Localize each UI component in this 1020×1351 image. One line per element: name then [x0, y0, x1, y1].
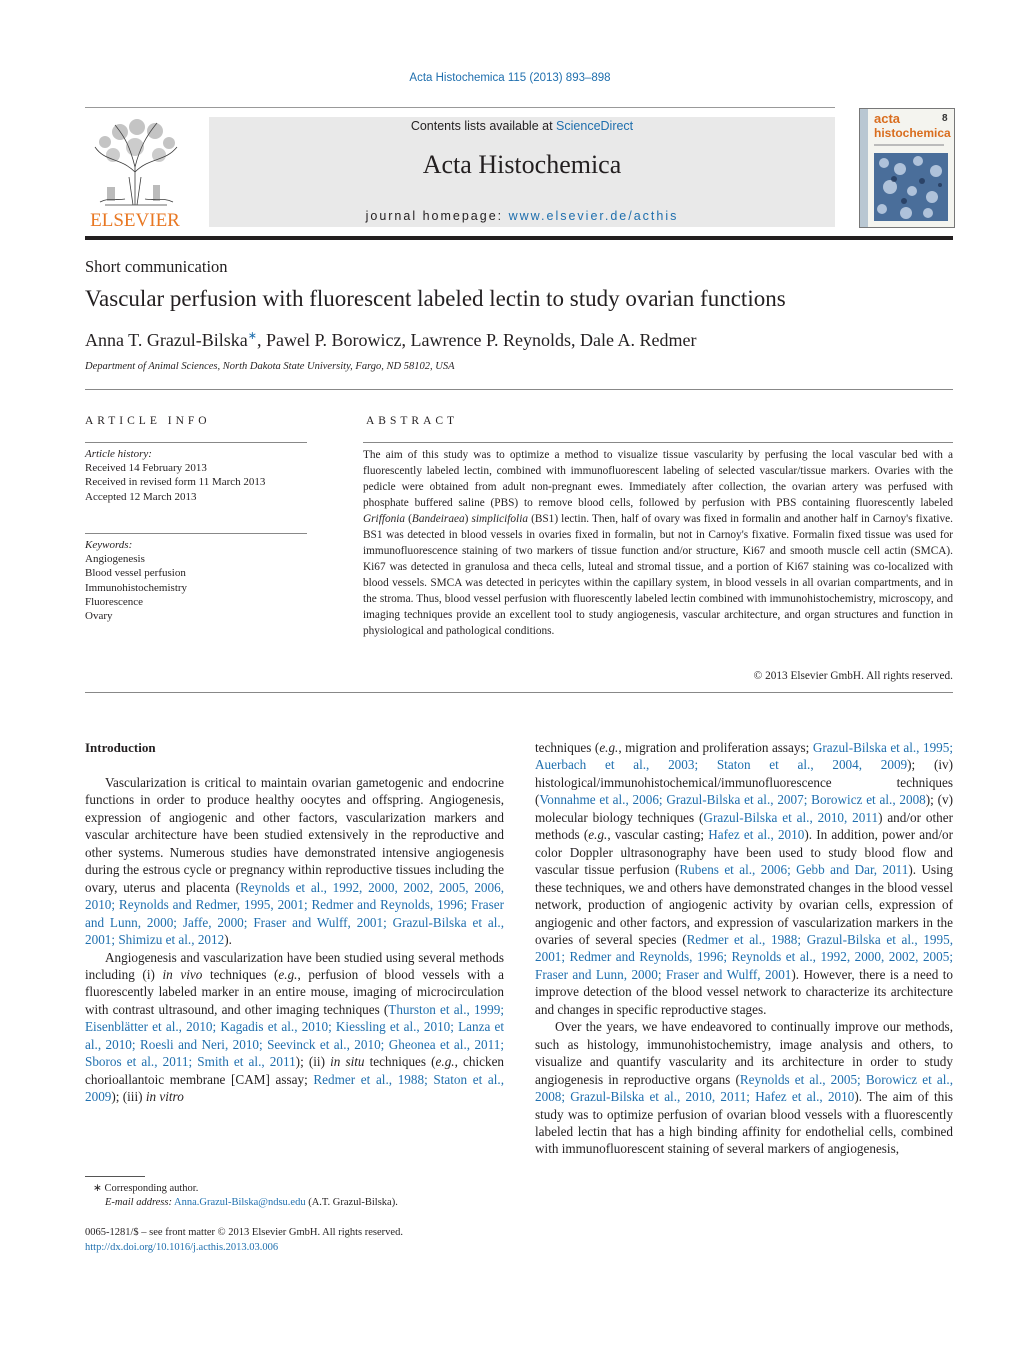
contents-prefix: Contents lists available at	[410, 119, 553, 133]
author-name: Lawrence P. Reynolds	[410, 330, 571, 350]
body-text: ). However, there is a need to improve detection of the blood vessel network to characterize its architecture and changes in specific reproductive stages.	[535, 966, 953, 1017]
homepage-line	[209, 209, 835, 223]
article-history	[85, 447, 307, 504]
abstract-text	[363, 447, 953, 639]
body-text: techniques (	[202, 966, 279, 982]
body-paragraph	[85, 774, 504, 949]
italic-text: e.g.	[588, 827, 608, 843]
body-text: techniques (	[364, 1054, 436, 1070]
keyword-item: Blood vessel perfusion	[85, 567, 186, 580]
keywords-label: Keywords:	[85, 539, 133, 551]
body-text: Vascularization is critical to maintain ovarian gametogenic and endocrine functions in order to produce healthy oocytes and offspring. Angiogenesis, expression of angiogenic and other factors, vascularization markers and vascular architecture have been studied extensively in the reproductive and other systems. Numerous studies have demonstrated intensive angiogenesis during the estrous cycle or pregnancy within reproductive tissues including the ovary, uterus and placenta (	[85, 775, 504, 895]
body-paragraph	[535, 739, 953, 1018]
italic-text: in vivo	[162, 966, 203, 982]
history-revised: Received in revised form 11 March 2013	[85, 476, 266, 489]
cover-title-line1: acta	[874, 111, 901, 126]
corresponding-author-note	[85, 1182, 505, 1196]
section-rule	[85, 692, 953, 693]
body-text: ); (iv) histological/immunohistochemical/immunofluorescence techniques (	[535, 757, 953, 808]
doi-link[interactable]: http://dx.doi.org/10.1016/j.acthis.2013.03.006	[85, 1241, 279, 1253]
affiliation: Department of Animal Sciences, North Dakota State University, Fargo, ND 58102, USA	[85, 361, 455, 372]
body-text: ). Using these techniques, we and others have demonstrated changes in the blood vessel network, production of angiogenic activity by ovarian cells, expression of angiogenic and other factors, and expression of vascularization markers in the ovaries of several species (	[535, 862, 953, 947]
body-text: , migration and proliferation assays;	[618, 740, 813, 755]
author-list	[85, 329, 696, 351]
body-text: ) and/or other methods (	[535, 809, 953, 843]
keyword-item: Immunohistochemistry	[85, 581, 188, 594]
italic-text: e.g.	[278, 966, 298, 982]
body-text: ); (v) molecular biology techniques (	[535, 792, 953, 825]
author-separator: ,	[401, 330, 411, 350]
citation-link[interactable]: Vonnahme et al., 2006; Grazul-Bilska et al., 2007; Borowicz et al., 2008	[539, 792, 926, 808]
author-separator: ,	[257, 330, 267, 350]
citation-link[interactable]: Hafez et al., 2010	[708, 827, 805, 843]
body-column-left	[85, 774, 504, 1106]
italic-text: in situ	[330, 1054, 365, 1070]
journal-banner	[209, 117, 835, 227]
history-accepted: Accepted 12 March 2013	[85, 490, 197, 503]
sciencedirect-link[interactable]: ScienceDirect	[556, 119, 634, 133]
body-paragraph	[85, 949, 504, 1106]
article-title: Vascular perfusion with fluorescent labeled lectin to study ovarian functions	[85, 286, 786, 311]
cover-title-line2: histochemica	[874, 126, 951, 140]
body-text: ). In addition, power and/or color Doppler ultrasonography have been used to study blood flow and vascular tissue perfusion (	[535, 827, 953, 878]
email-label: E-mail address:	[105, 1197, 172, 1208]
body-text: techniques (	[535, 740, 600, 755]
keyword-item: Angiogenesis	[85, 553, 145, 566]
homepage-link[interactable]: www.elsevier.de/acthis	[508, 209, 679, 223]
body-text: ).	[224, 932, 232, 948]
footnote-rule	[85, 1176, 145, 1177]
citation-link[interactable]: Grazul-Bilska et al., 2010, 2011	[703, 809, 879, 825]
citation-link[interactable]: Thurston et al., 1999; Eisenblätter et al., 2010; Kagadis et al., 2010; Kiessling et al., 2010; Lanza et al., 2010; Roesli and Neri, 2010; Seevinck et al., 2010; Gheonea et al., 2011; Sboros et al., 2011; Smith et al., 2011	[85, 1001, 504, 1070]
body-text: , vascular casting;	[607, 827, 709, 843]
italic-text: e.g.	[599, 740, 619, 755]
header-top-rule	[85, 107, 835, 108]
email-owner: (A.T. Grazul-Bilska).	[308, 1197, 398, 1208]
article-type: Short communication	[85, 257, 228, 276]
keyword-item: Fluorescence	[85, 595, 144, 608]
abstract-segment-italic: Griffonia	[363, 513, 406, 525]
email-link[interactable]: Anna.Grazul-Bilska@ndsu.edu	[174, 1197, 306, 1208]
header-thick-rule	[85, 236, 953, 240]
front-matter	[85, 1226, 505, 1255]
body-column-right	[535, 739, 953, 1158]
body-text: ); (ii)	[295, 1054, 331, 1070]
contents-line	[209, 119, 835, 133]
abstract-segment-italic: simplicifolia	[471, 513, 528, 525]
abstract-rule	[363, 442, 953, 443]
body-text: Over the years, we have endeavored to continually improve our methods, such as histology, immunohistochemistry, image analysis and others, to visualize and quantify vascularity and its architecture in order to study angiogenesis in reproductive organs (	[535, 1019, 953, 1087]
section-rule	[85, 389, 953, 390]
cover-volume: 8	[942, 113, 948, 124]
author-name: Anna T. Grazul-Bilska	[85, 330, 248, 350]
citation-link[interactable]: Reynolds et al., 1992, 2000, 2002, 2005, 2006, 2010; Reynolds and Redmer, 1995, 2001; Redmer and Reynolds, 1996; Fraser and Lunn, 2000; Jaffe, 2000; Fraser and Wulff, 2001; Grazul-Bilska et al., 2001; Shimizu et al., 2012	[85, 879, 504, 948]
abstract-heading: ABSTRACT	[366, 415, 459, 427]
footnote-text: Corresponding author.	[104, 1183, 199, 1194]
history-received: Received 14 February 2013	[85, 462, 207, 475]
body-text: ); (iii)	[111, 1089, 146, 1105]
abstract-segment: (	[405, 513, 412, 525]
homepage-prefix: journal homepage:	[365, 209, 504, 223]
body-text: ). The aim of this study was to optimize perfusion of ovarian blood vessels with a fluorescently labeled lectin that has a high binding affinity for endothelial cells, combined with immunofluorescent staining of several markers of angiogenesis,	[535, 1089, 953, 1157]
body-text: , chicken chorioallantoic membrane [CAM] assay;	[85, 1054, 505, 1087]
elsevier-logo[interactable]	[85, 117, 185, 229]
article-info-rule	[85, 442, 307, 443]
elsevier-tree-icon	[85, 117, 185, 229]
body-text: Angiogenesis and vascularization have been studied using several methods including (i)	[85, 949, 504, 982]
body-paragraph	[535, 1018, 953, 1158]
citation-link[interactable]: Rubens et al., 2006; Gebb and Dar, 2011	[679, 862, 909, 878]
email-note	[85, 1196, 505, 1210]
abstract-copyright: © 2013 Elsevier GmbH. All rights reserved.	[753, 670, 953, 682]
citation-link[interactable]: Redmer et al., 1988; Staton et al., 2009	[85, 1071, 504, 1105]
history-label: Article history:	[85, 448, 152, 460]
abstract-segment: )	[464, 513, 472, 525]
issn-line: 0065-1281/$ – see front matter © 2013 Elsevier GmbH. All rights reserved.	[85, 1227, 403, 1238]
abstract-segment: The aim of this study was to optimize a method to visualize tissue vascularity by perfusing the local vascular bed with a fluorescently labeled lectin, combined with immunofluorescent labeling of selected vascular/tissue markers. Ovaries with the pedicle were obtained from adult non-pregnant ewes. Immediately after collection, the ovarian artery was perfused with phosphate buffered saline (PBS) to remove blood cells, followed by perfusion with PBS containing fluorescently labeled	[363, 449, 953, 509]
journal-citation-link[interactable]: Acta Histochemica 115 (2013) 893–898	[409, 72, 611, 84]
abstract-segment-italic: Bandeiraea	[411, 513, 465, 525]
body-text: , perfusion of blood vessels with a fluorescently labeled marker in an entire mouse, imaging of microcirculation with contrast ultrasound, and other imaging techniques (	[85, 966, 504, 1017]
citation-link[interactable]: Redmer et al., 1988; Grazul-Bilska et al., 1995, 2001; Redmer and Reynolds, 1996; Reynolds et al., 1992, 2000, 2002, 2005; Fraser and Lunn, 2000; Fraser and Wulff, 2001	[535, 931, 954, 982]
citation-link[interactable]: Reynolds et al., 2005; Borowicz et al., 2008; Grazul-Bilska et al., 2010, 2011; Hafez et al., 2010	[535, 1071, 953, 1105]
author-name: Pawel P. Borowicz	[266, 330, 402, 350]
journal-name: Acta Histochemica	[422, 150, 622, 179]
elsevier-wordmark: ELSEVIER	[90, 210, 180, 229]
abstract-segment: (BS1) lectin. Then, half of ovary was fixed in formalin and another half in Carnoy's fixative. BS1 was detected in blood vessels in ovaries fixed in formalin, but not in Carnoy's fixative. Formalin fixed tissue was used for immunofluorescence staining of two markers of tissue function and/or structure, Ki67 and smooth muscle cell actin (SMCA). Ki67 was detected in granulosa and theca cells, luteal and stromal tissue, and a portion of Ki67 staining was co-localized with blood vessels. SMCA was detected in pericytes within the capillary system, in blood vessels in all ovarian compartments, and in the stroma. Thus, blood vessel perfusion with fluorescently labeled lectin combined with immunohistochemistry, microscopy, and imaging techniques provide an excellent tool to study angiogenesis, vascular architecture, and organ structures and function in physiological and pathological conditions.	[363, 513, 953, 637]
italic-text: e.g.	[435, 1054, 455, 1070]
italic-text: in vitro	[145, 1089, 184, 1105]
citation-link[interactable]: Grazul-Bilska et al., 1995; Auerbach et al., 2003; Staton et al., 2004, 2009	[535, 740, 954, 773]
article-info-heading: ARTICLE INFO	[85, 415, 211, 427]
corresponding-author-mark[interactable]: ∗	[247, 330, 258, 342]
article-info-rule	[85, 533, 307, 534]
keywords	[85, 538, 307, 623]
keyword-item: Ovary	[85, 610, 113, 623]
footnote-mark: ∗	[93, 1183, 102, 1194]
introduction-heading: Introduction	[85, 740, 156, 755]
journal-cover-thumbnail[interactable]	[859, 108, 955, 228]
author-separator: ,	[570, 330, 580, 350]
footnote	[85, 1182, 505, 1210]
cover-image	[860, 109, 954, 227]
author-name: Dale A. Redmer	[579, 330, 697, 350]
